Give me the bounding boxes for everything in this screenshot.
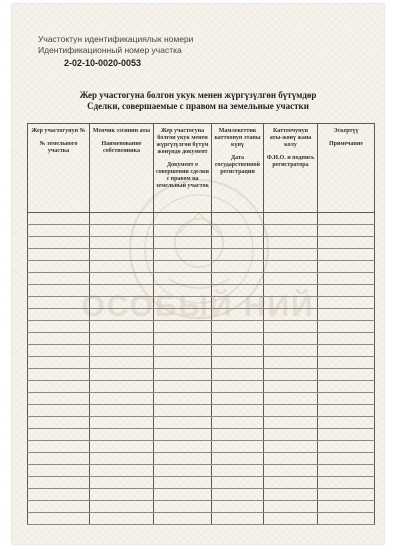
table-cell: [212, 513, 264, 525]
table-cell: [264, 321, 318, 333]
table-row: [28, 489, 375, 501]
transactions-table: [27, 123, 375, 525]
table-cell: [212, 465, 264, 477]
table-cell: [264, 513, 318, 525]
table-cell: [318, 417, 375, 429]
table-cell: [154, 369, 212, 381]
table-row: [28, 441, 375, 453]
table-cell: [212, 405, 264, 417]
table-cell: [212, 297, 264, 309]
table-cell: [90, 417, 154, 429]
table-cell: [318, 453, 375, 465]
table-cell: [28, 345, 90, 357]
table-cell: [28, 369, 90, 381]
table-row: [28, 285, 375, 297]
table-cell: [318, 381, 375, 393]
column-header-notes: Эскертүү Примечание: [318, 124, 375, 213]
table-cell: [212, 477, 264, 489]
table-cell: [212, 501, 264, 513]
table-cell: [90, 261, 154, 273]
table-cell: [264, 405, 318, 417]
parcel-id-label-russian: Идентификационный номер участка: [38, 45, 182, 55]
table-cell: [212, 333, 264, 345]
table-cell: [28, 285, 90, 297]
table-cell: [212, 453, 264, 465]
table-cell: [90, 393, 154, 405]
table-cell: [318, 429, 375, 441]
table-cell: [212, 345, 264, 357]
table-cell: [264, 273, 318, 285]
table-cell: [90, 309, 154, 321]
table-row: [28, 261, 375, 273]
table-cell: [90, 465, 154, 477]
table-cell: [318, 357, 375, 369]
table-cell: [154, 441, 212, 453]
table-cell: [264, 417, 318, 429]
table-row: [28, 417, 375, 429]
table-cell: [212, 321, 264, 333]
table-cell: [154, 357, 212, 369]
table-cell: [154, 249, 212, 261]
table-cell: [264, 225, 318, 237]
table-cell: [90, 453, 154, 465]
table-cell: [154, 429, 212, 441]
table-cell: [90, 213, 154, 225]
table-cell: [318, 249, 375, 261]
table-cell: [154, 381, 212, 393]
table-cell: [318, 333, 375, 345]
table-cell: [90, 441, 154, 453]
table-cell: [264, 213, 318, 225]
table-row: [28, 369, 375, 381]
table-cell: [28, 417, 90, 429]
table-cell: [28, 429, 90, 441]
table-cell: [264, 489, 318, 501]
table-cell: [318, 237, 375, 249]
table-row: [28, 501, 375, 513]
table-cell: [28, 477, 90, 489]
table-cell: [318, 513, 375, 525]
table-cell: [90, 489, 154, 501]
table-cell: [90, 237, 154, 249]
table-cell: [28, 513, 90, 525]
table-row: [28, 237, 375, 249]
table-cell: [318, 441, 375, 453]
column-header-parcel-number: Жер участогунун № № земельного участка: [28, 124, 90, 213]
table-cell: [90, 273, 154, 285]
table-cell: [264, 393, 318, 405]
parcel-id-number: 2-02-10-0020-0053: [64, 58, 142, 68]
table-cell: [28, 273, 90, 285]
table-row: [28, 345, 375, 357]
table-cell: [90, 285, 154, 297]
table-row: [28, 405, 375, 417]
table-cell: [154, 273, 212, 285]
table-cell: [28, 237, 90, 249]
column-header-document: Жер участогуна болгон укук менен жүргүзүлгөн бүтүм жөнүндө документ Документ о совершении сделки с правом на земельный участок: [154, 124, 212, 213]
table-cell: [154, 513, 212, 525]
parcel-id-label-kyrgyz: Участоктун идентификациялык номери: [38, 34, 194, 44]
table-cell: [154, 213, 212, 225]
table-cell: [212, 429, 264, 441]
table-cell: [212, 285, 264, 297]
table-row: [28, 393, 375, 405]
table-cell: [28, 357, 90, 369]
table-cell: [90, 369, 154, 381]
table-cell: [264, 441, 318, 453]
column-header-registrar: Каттоочунун аты-жөнү жана колу Ф.И.О. и подпись регистратора: [264, 124, 318, 213]
table-cell: [318, 273, 375, 285]
table-cell: [28, 321, 90, 333]
table-cell: [318, 489, 375, 501]
table-cell: [90, 513, 154, 525]
table-cell: [154, 453, 212, 465]
column-header-owner: Менчик ээсинин аты Наименование собственника: [90, 124, 154, 213]
table-cell: [28, 225, 90, 237]
table-cell: [318, 477, 375, 489]
table-cell: [318, 393, 375, 405]
table-cell: [264, 345, 318, 357]
table-row: [28, 429, 375, 441]
table-cell: [28, 333, 90, 345]
table-cell: [318, 309, 375, 321]
table-row: [28, 453, 375, 465]
table-cell: [212, 393, 264, 405]
table-cell: [154, 393, 212, 405]
title-kyrgyz: Жер участогуна болгон укук менен жүргүзүлгөн бүтүмдөр: [79, 90, 317, 100]
title-russian: Сделки, совершаемые с правом на земельные участки: [87, 101, 309, 111]
table-cell: [28, 297, 90, 309]
table-cell: [212, 357, 264, 369]
table-cell: [264, 465, 318, 477]
table-row: [28, 225, 375, 237]
table-cell: [90, 381, 154, 393]
table-cell: [318, 225, 375, 237]
table-cell: [154, 345, 212, 357]
table-cell: [154, 261, 212, 273]
table-cell: [28, 453, 90, 465]
table-cell: [212, 309, 264, 321]
table-cell: [90, 297, 154, 309]
table-cell: [212, 249, 264, 261]
table-cell: [90, 357, 154, 369]
table-cell: [212, 441, 264, 453]
table-cell: [318, 369, 375, 381]
table-cell: [154, 297, 212, 309]
table-cell: [90, 345, 154, 357]
table-cell: [28, 381, 90, 393]
table-cell: [90, 333, 154, 345]
table-cell: [28, 465, 90, 477]
table-cell: [264, 369, 318, 381]
table-row: [28, 321, 375, 333]
table-cell: [90, 225, 154, 237]
table-row: [28, 213, 375, 225]
table-cell: [154, 225, 212, 237]
table-cell: [264, 237, 318, 249]
table-cell: [28, 309, 90, 321]
table-cell: [318, 501, 375, 513]
table-cell: [28, 405, 90, 417]
table-cell: [28, 249, 90, 261]
table-cell: [264, 261, 318, 273]
table-cell: [154, 237, 212, 249]
table-cell: [318, 465, 375, 477]
table-cell: [154, 489, 212, 501]
table-cell: [90, 477, 154, 489]
table-cell: [318, 261, 375, 273]
table-cell: [264, 333, 318, 345]
table-cell: [264, 477, 318, 489]
table-cell: [212, 489, 264, 501]
table-cell: [28, 489, 90, 501]
table-cell: [264, 285, 318, 297]
table-row: [28, 513, 375, 525]
table-row: [28, 477, 375, 489]
watermark-text: ОСОБЫЙ НИЙ: [81, 290, 315, 323]
table-cell: [28, 501, 90, 513]
table-cell: [264, 249, 318, 261]
table-cell: [264, 381, 318, 393]
table-cell: [264, 357, 318, 369]
table-cell: [28, 261, 90, 273]
table-cell: [154, 477, 212, 489]
table-cell: [264, 429, 318, 441]
table-cell: [212, 213, 264, 225]
table-cell: [264, 453, 318, 465]
table-cell: [90, 321, 154, 333]
table-cell: [154, 321, 212, 333]
table-cell: [212, 417, 264, 429]
table-cell: [264, 297, 318, 309]
table-cell: [28, 441, 90, 453]
table-cell: [154, 285, 212, 297]
table-cell: [318, 321, 375, 333]
table-row: [28, 273, 375, 285]
table-cell: [154, 501, 212, 513]
table-cell: [212, 261, 264, 273]
table-cell: [318, 345, 375, 357]
table-cell: [212, 237, 264, 249]
table-header-row: [28, 124, 375, 213]
table-cell: [28, 393, 90, 405]
table-cell: [154, 405, 212, 417]
table-row: [28, 249, 375, 261]
table-cell: [154, 333, 212, 345]
table-cell: [318, 297, 375, 309]
table-row: [28, 333, 375, 345]
table-cell: [212, 273, 264, 285]
table-cell: [154, 465, 212, 477]
table-row: [28, 357, 375, 369]
table-cell: [90, 429, 154, 441]
table-cell: [154, 417, 212, 429]
table-cell: [318, 285, 375, 297]
document-page: [12, 4, 384, 544]
table-cell: [264, 309, 318, 321]
table-cell: [318, 405, 375, 417]
table-cell: [28, 213, 90, 225]
table-row: [28, 381, 375, 393]
column-header-registration-date: Мамлекеттик каттоонун этапы күнү Дата государственной регистрации: [212, 124, 264, 213]
table-row: [28, 309, 375, 321]
table-row: [28, 465, 375, 477]
table-cell: [212, 225, 264, 237]
table-cell: [90, 249, 154, 261]
table-cell: [154, 309, 212, 321]
table-cell: [264, 501, 318, 513]
table-cell: [318, 213, 375, 225]
table-row: [28, 297, 375, 309]
table-cell: [90, 501, 154, 513]
table-cell: [212, 381, 264, 393]
table-cell: [90, 405, 154, 417]
table-cell: [212, 369, 264, 381]
